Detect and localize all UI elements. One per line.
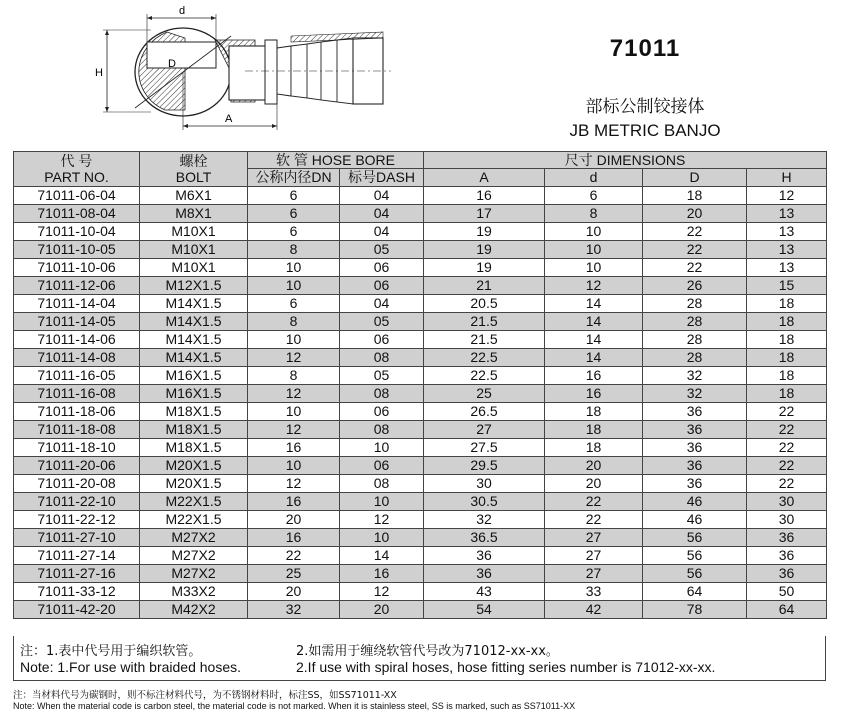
cell-d-large: 20 <box>643 205 747 223</box>
cell-d-large: 46 <box>643 511 747 529</box>
cell-a: 20.5 <box>424 295 545 313</box>
cell-d-large: 22 <box>643 223 747 241</box>
cell-d-small: 16 <box>545 385 643 403</box>
cell-a: 25 <box>424 385 545 403</box>
table-row <box>14 313 827 331</box>
table-body <box>14 187 827 619</box>
footer-note-english: Note: When the material code is carbon steel, the material code is not marked. When it is stainless steel, SS is marked, such as SS71011-XX <box>13 701 576 711</box>
table-row <box>14 403 827 421</box>
cell-bolt: M22X1.5 <box>140 493 248 511</box>
table-row <box>14 349 827 367</box>
cell-part-no: 71011-20-06 <box>14 457 140 475</box>
dim-label-d: d <box>179 5 186 17</box>
cell-dash: 08 <box>340 385 424 403</box>
cell-part-no: 71011-12-06 <box>14 277 140 295</box>
model-number: 71011 <box>609 35 681 62</box>
cell-d-small: 18 <box>545 403 643 421</box>
cell-dn: 12 <box>248 475 340 493</box>
banjo-fitting-drawing <box>95 2 395 137</box>
header-d-large: D <box>643 169 747 187</box>
cell-part-no: 71011-27-10 <box>14 529 140 547</box>
cell-dash: 06 <box>340 277 424 295</box>
cell-part-no: 71011-42-20 <box>14 601 140 619</box>
cell-bolt: M27X2 <box>140 547 248 565</box>
table-row <box>14 385 827 403</box>
cell-dash: 08 <box>340 475 424 493</box>
cell-part-no: 71011-14-06 <box>14 331 140 349</box>
cell-bolt: M42X2 <box>140 601 248 619</box>
table-row <box>14 205 827 223</box>
table-row <box>14 601 827 619</box>
cell-dash: 04 <box>340 205 424 223</box>
table-row <box>14 277 827 295</box>
header-bolt-cn: 螺栓 <box>179 153 208 169</box>
cell-part-no: 71011-22-12 <box>14 511 140 529</box>
cell-d-large: 78 <box>643 601 747 619</box>
cell-d-large: 36 <box>643 403 747 421</box>
header-dimensions: 尺寸 DIMENSIONS <box>424 152 827 169</box>
cell-bolt: M14X1.5 <box>140 313 248 331</box>
cell-bolt: M20X1.5 <box>140 475 248 493</box>
cell-part-no: 71011-33-12 <box>14 583 140 601</box>
table-row <box>14 547 827 565</box>
header-hose-bore: 软 管 HOSE BORE <box>248 152 424 169</box>
cell-bolt: M14X1.5 <box>140 349 248 367</box>
cell-dn: 20 <box>248 583 340 601</box>
cell-part-no: 71011-18-08 <box>14 421 140 439</box>
cell-d-large: 28 <box>643 349 747 367</box>
cell-dn: 6 <box>248 205 340 223</box>
cell-bolt: M33X2 <box>140 583 248 601</box>
cell-dash: 04 <box>340 187 424 205</box>
cell-h: 22 <box>747 421 827 439</box>
header-a: A <box>424 169 545 187</box>
cell-dash: 12 <box>340 511 424 529</box>
table-row <box>14 529 827 547</box>
cell-dn: 32 <box>248 601 340 619</box>
cell-bolt: M14X1.5 <box>140 331 248 349</box>
note-cn-2: 2.如需用于缠绕软管代号改为71012-xx-xx。 <box>296 644 559 659</box>
table-row <box>14 295 827 313</box>
cell-d-small: 42 <box>545 601 643 619</box>
cell-a: 30.5 <box>424 493 545 511</box>
cell-dash: 20 <box>340 601 424 619</box>
cell-d-large: 26 <box>643 277 747 295</box>
cell-h: 36 <box>747 547 827 565</box>
cell-d-small: 20 <box>545 475 643 493</box>
cell-bolt: M6X1 <box>140 187 248 205</box>
table-row <box>14 475 827 493</box>
cell-d-small: 14 <box>545 295 643 313</box>
cell-h: 13 <box>747 205 827 223</box>
cell-d-large: 56 <box>643 565 747 583</box>
cell-bolt: M20X1.5 <box>140 457 248 475</box>
table-row <box>14 583 827 601</box>
cell-d-large: 36 <box>643 457 747 475</box>
cell-bolt: M18X1.5 <box>140 421 248 439</box>
cell-dash: 10 <box>340 529 424 547</box>
table-row <box>14 241 827 259</box>
cell-bolt: M27X2 <box>140 565 248 583</box>
cell-d-small: 22 <box>545 493 643 511</box>
cell-d-small: 27 <box>545 547 643 565</box>
cell-part-no: 71011-20-08 <box>14 475 140 493</box>
cell-h: 36 <box>747 529 827 547</box>
cell-bolt: M10X1 <box>140 259 248 277</box>
cell-h: 13 <box>747 223 827 241</box>
table-row <box>14 511 827 529</box>
cell-dash: 06 <box>340 259 424 277</box>
cell-a: 19 <box>424 259 545 277</box>
note-en-1: Note: 1.For use with braided hoses. <box>20 659 242 675</box>
cell-dn: 12 <box>248 385 340 403</box>
cell-a: 17 <box>424 205 545 223</box>
cell-a: 21.5 <box>424 331 545 349</box>
cell-h: 15 <box>747 277 827 295</box>
cell-d-large: 36 <box>643 439 747 457</box>
cell-dn: 10 <box>248 259 340 277</box>
cell-part-no: 71011-10-05 <box>14 241 140 259</box>
note-cn-1: 注：1.表中代号用于编织软管。 <box>20 644 202 659</box>
cell-d-small: 14 <box>545 331 643 349</box>
cell-d-large: 56 <box>643 547 747 565</box>
cell-d-small: 12 <box>545 277 643 295</box>
cell-a: 21.5 <box>424 313 545 331</box>
cell-h: 18 <box>747 331 827 349</box>
table-row <box>14 439 827 457</box>
header-part-no-cn: 代 号 <box>60 153 93 169</box>
cell-dash: 10 <box>340 493 424 511</box>
cell-h: 22 <box>747 439 827 457</box>
cell-bolt: M18X1.5 <box>140 439 248 457</box>
cell-part-no: 71011-27-14 <box>14 547 140 565</box>
cell-dn: 16 <box>248 529 340 547</box>
cell-dn: 6 <box>248 187 340 205</box>
cell-part-no: 71011-14-05 <box>14 313 140 331</box>
cell-d-large: 22 <box>643 259 747 277</box>
cell-a: 43 <box>424 583 545 601</box>
cell-dn: 10 <box>248 457 340 475</box>
cell-h: 22 <box>747 457 827 475</box>
cell-dash: 06 <box>340 403 424 421</box>
cell-a: 21 <box>424 277 545 295</box>
cell-a: 30 <box>424 475 545 493</box>
cell-d-large: 28 <box>643 295 747 313</box>
cell-a: 16 <box>424 187 545 205</box>
note-en-2: 2.If use with spiral hoses, hose fitting series number is 71012-xx-xx. <box>296 659 716 675</box>
cell-d-large: 28 <box>643 313 747 331</box>
cell-a: 27.5 <box>424 439 545 457</box>
cell-h: 64 <box>747 601 827 619</box>
cell-a: 36.5 <box>424 529 545 547</box>
dim-label-H: H <box>95 67 103 79</box>
cell-h: 18 <box>747 349 827 367</box>
cell-part-no: 71011-16-05 <box>14 367 140 385</box>
cell-part-no: 71011-18-10 <box>14 439 140 457</box>
cell-a: 19 <box>424 223 545 241</box>
header-d-small: d <box>545 169 643 187</box>
cell-dash: 14 <box>340 547 424 565</box>
cell-bolt: M16X1.5 <box>140 385 248 403</box>
cell-h: 30 <box>747 493 827 511</box>
cell-d-small: 22 <box>545 511 643 529</box>
cell-part-no: 71011-14-08 <box>14 349 140 367</box>
cell-dn: 20 <box>248 511 340 529</box>
cell-a: 29.5 <box>424 457 545 475</box>
cell-h: 13 <box>747 241 827 259</box>
cell-dash: 05 <box>340 313 424 331</box>
header-dn: 公称内径DN <box>248 169 340 187</box>
cell-a: 19 <box>424 241 545 259</box>
cell-d-small: 18 <box>545 421 643 439</box>
cell-d-large: 36 <box>643 475 747 493</box>
cell-dn: 16 <box>248 439 340 457</box>
dim-label-A: A <box>225 113 233 125</box>
cell-dn: 25 <box>248 565 340 583</box>
cell-h: 12 <box>747 187 827 205</box>
cell-dn: 6 <box>248 295 340 313</box>
cell-bolt: M10X1 <box>140 241 248 259</box>
cell-d-small: 6 <box>545 187 643 205</box>
cell-bolt: M18X1.5 <box>140 403 248 421</box>
cell-d-small: 16 <box>545 367 643 385</box>
cell-dash: 06 <box>340 331 424 349</box>
cell-a: 32 <box>424 511 545 529</box>
cell-part-no: 71011-27-16 <box>14 565 140 583</box>
cell-a: 54 <box>424 601 545 619</box>
cell-h: 30 <box>747 511 827 529</box>
header-bolt <box>140 152 248 187</box>
cell-part-no: 71011-10-06 <box>14 259 140 277</box>
cell-h: 13 <box>747 259 827 277</box>
cell-bolt: M22X1.5 <box>140 511 248 529</box>
table-row <box>14 367 827 385</box>
table-row <box>14 187 827 205</box>
cell-dash: 08 <box>340 421 424 439</box>
cell-dn: 6 <box>248 223 340 241</box>
cell-dn: 22 <box>248 547 340 565</box>
table-row <box>14 493 827 511</box>
cell-h: 18 <box>747 295 827 313</box>
cell-dn: 10 <box>248 277 340 295</box>
cell-d-large: 64 <box>643 583 747 601</box>
cell-bolt: M27X2 <box>140 529 248 547</box>
header-bolt-en: BOLT <box>175 169 212 185</box>
cell-d-small: 10 <box>545 259 643 277</box>
cell-h: 36 <box>747 565 827 583</box>
dim-label-D: D <box>168 58 176 70</box>
cell-part-no: 71011-10-04 <box>14 223 140 241</box>
cell-dn: 8 <box>248 367 340 385</box>
cell-a: 36 <box>424 565 545 583</box>
cell-d-small: 14 <box>545 313 643 331</box>
header-part-no-en: PART NO. <box>44 169 109 185</box>
cell-dn: 8 <box>248 313 340 331</box>
cell-bolt: M8X1 <box>140 205 248 223</box>
cell-dn: 10 <box>248 331 340 349</box>
cell-d-large: 22 <box>643 241 747 259</box>
cell-dash: 10 <box>340 439 424 457</box>
cell-h: 18 <box>747 313 827 331</box>
cell-part-no: 71011-06-04 <box>14 187 140 205</box>
cell-dash: 06 <box>340 457 424 475</box>
cell-h: 22 <box>747 403 827 421</box>
cell-part-no: 71011-08-04 <box>14 205 140 223</box>
cell-bolt: M10X1 <box>140 223 248 241</box>
cell-a: 22.5 <box>424 349 545 367</box>
table-row <box>14 421 827 439</box>
cell-dash: 04 <box>340 223 424 241</box>
footer-note-chinese: 注：当材料代号为碳钢时，则不标注材料代号，为不锈钢材料时，标注SS，如SS71011-XX <box>13 690 397 701</box>
cell-a: 27 <box>424 421 545 439</box>
title-english: JB METRIC BANJO <box>569 121 721 140</box>
cell-bolt: M16X1.5 <box>140 367 248 385</box>
cell-d-small: 18 <box>545 439 643 457</box>
cell-d-small: 20 <box>545 457 643 475</box>
cell-a: 22.5 <box>424 367 545 385</box>
notes-english <box>20 659 716 675</box>
table-row <box>14 457 827 475</box>
cell-d-small: 27 <box>545 529 643 547</box>
notes-box <box>13 636 826 681</box>
cell-d-large: 32 <box>643 385 747 403</box>
cell-d-large: 36 <box>643 421 747 439</box>
cell-dn: 12 <box>248 349 340 367</box>
cell-dash: 16 <box>340 565 424 583</box>
header-h: H <box>747 169 827 187</box>
cell-h: 18 <box>747 385 827 403</box>
cell-dn: 12 <box>248 421 340 439</box>
cell-a: 36 <box>424 547 545 565</box>
cell-dn: 10 <box>248 403 340 421</box>
cell-d-small: 14 <box>545 349 643 367</box>
cell-bolt: M12X1.5 <box>140 277 248 295</box>
cell-a: 26.5 <box>424 403 545 421</box>
notes-chinese <box>20 640 559 659</box>
cell-part-no: 71011-18-06 <box>14 403 140 421</box>
table-row <box>14 565 827 583</box>
cell-dash: 05 <box>340 241 424 259</box>
cell-dash: 04 <box>340 295 424 313</box>
cell-part-no: 71011-22-10 <box>14 493 140 511</box>
cell-d-large: 32 <box>643 367 747 385</box>
dimensions-table <box>13 151 827 619</box>
cell-d-large: 56 <box>643 529 747 547</box>
title-chinese: 部标公制铰接体 <box>585 97 705 117</box>
cell-part-no: 71011-16-08 <box>14 385 140 403</box>
cell-dash: 12 <box>340 583 424 601</box>
cell-d-large: 46 <box>643 493 747 511</box>
table-row <box>14 223 827 241</box>
cell-dn: 16 <box>248 493 340 511</box>
cell-dn: 8 <box>248 241 340 259</box>
cell-d-large: 28 <box>643 331 747 349</box>
cell-h: 22 <box>747 475 827 493</box>
table-row <box>14 259 827 277</box>
header-dash: 标号DASH <box>340 169 424 187</box>
cell-h: 18 <box>747 367 827 385</box>
cell-d-large: 18 <box>643 187 747 205</box>
cell-part-no: 71011-14-04 <box>14 295 140 313</box>
table-row <box>14 331 827 349</box>
cell-d-small: 10 <box>545 223 643 241</box>
header-part-no <box>14 152 140 187</box>
cell-dash: 08 <box>340 349 424 367</box>
cell-bolt: M14X1.5 <box>140 295 248 313</box>
cell-d-small: 33 <box>545 583 643 601</box>
cell-d-small: 27 <box>545 565 643 583</box>
cell-d-small: 10 <box>545 241 643 259</box>
cell-h: 50 <box>747 583 827 601</box>
cell-dash: 05 <box>340 367 424 385</box>
cell-d-small: 8 <box>545 205 643 223</box>
